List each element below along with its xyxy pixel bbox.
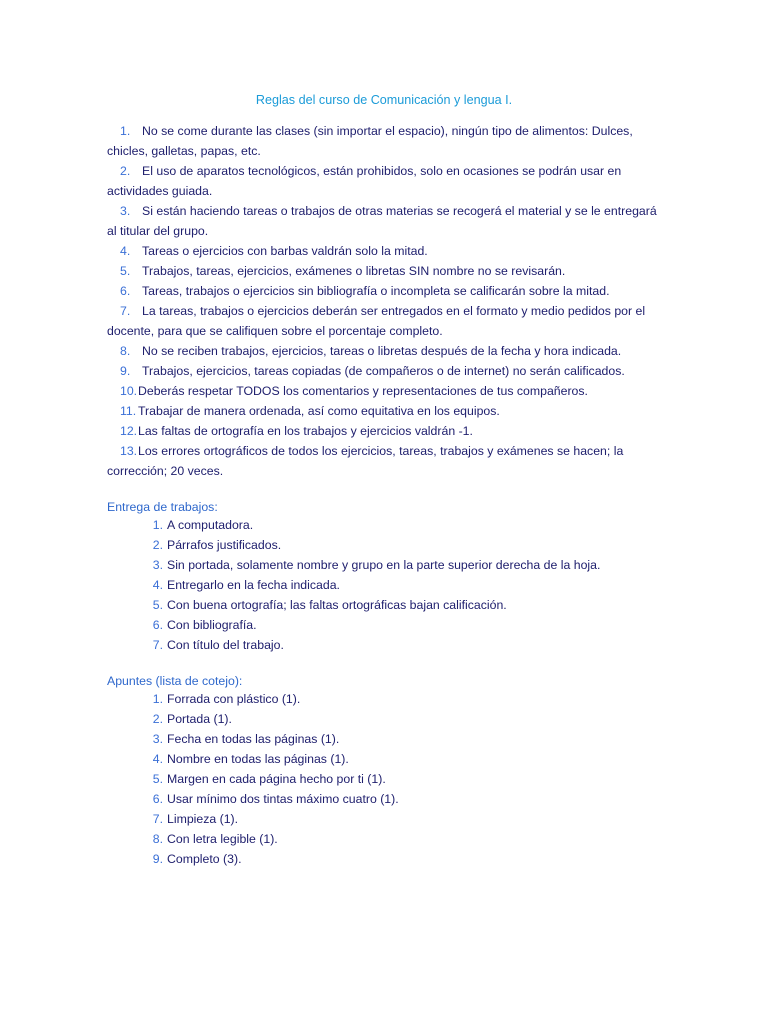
- rule-number: 4.: [120, 244, 131, 258]
- rule-text: Trabajar de manera ordenada, así como equitativa en los equipos.: [138, 404, 500, 418]
- entrega-number: 5.: [152, 598, 163, 612]
- rule-text: Tareas o ejercicios con barbas valdrán solo la mitad.: [142, 244, 428, 258]
- rule-item: [107, 441, 663, 481]
- rule-item: [107, 301, 663, 341]
- apuntes-number: 1.: [152, 692, 163, 706]
- rule-item: [107, 381, 663, 401]
- apuntes-text: Forrada con plástico (1).: [167, 692, 301, 706]
- rule-number: 11.: [120, 404, 137, 418]
- rule-text: La tareas, trabajos o ejercicios deberán ser entregados en el formato y medio pedidos por el docente, para que se califiquen sobre el porcentaje completo.: [107, 304, 646, 338]
- apuntes-number: 8.: [152, 832, 163, 846]
- rule-item: [107, 341, 663, 361]
- entrega-number: 7.: [152, 638, 163, 652]
- apuntes-number: 5.: [152, 772, 163, 786]
- apuntes-text: Nombre en todas las páginas (1).: [167, 752, 349, 766]
- rule-text: Los errores ortográficos de todos los ejercicios, tareas, trabajos y exámenes se hacen; la corrección; 20 veces.: [107, 444, 624, 478]
- entrega-text: Con título del trabajo.: [167, 638, 284, 652]
- apuntes-number: 9.: [152, 852, 163, 866]
- apuntes-number: 7.: [152, 812, 163, 826]
- rule-text: No se come durante las clases (sin importar el espacio), ningún tipo de alimentos: Dulces, chicles, galletas, papas, etc.: [107, 124, 633, 158]
- rule-item: [107, 281, 663, 301]
- rule-number: 5.: [120, 264, 131, 278]
- rule-item: [107, 401, 663, 421]
- entrega-item: [140, 575, 600, 595]
- entrega-text: Entregarlo en la fecha indicada.: [167, 578, 340, 592]
- apuntes-item: [140, 709, 399, 729]
- rule-text: El uso de aparatos tecnológicos, están prohibidos, solo en ocasiones se podrán usar en actividades guiada.: [107, 164, 622, 198]
- entrega-number: 4.: [152, 578, 163, 592]
- apuntes-text: Portada (1).: [167, 712, 232, 726]
- rule-text: Las faltas de ortografía en los trabajos y ejercicios valdrán -1.: [138, 424, 473, 438]
- document-title: Reglas del curso de Comunicación y lengua I.: [255, 93, 513, 107]
- apuntes-text: Usar mínimo dos tintas máximo cuatro (1).: [167, 792, 399, 806]
- apuntes-text: Fecha en todas las páginas (1).: [167, 732, 340, 746]
- apuntes-number: 2.: [152, 712, 163, 726]
- apuntes-text: Completo (3).: [167, 852, 242, 866]
- rule-number: 7.: [120, 304, 131, 318]
- entrega-text: Sin portada, solamente nombre y grupo en la parte superior derecha de la hoja.: [167, 558, 601, 572]
- rule-number: 3.: [120, 204, 131, 218]
- entrega-text: Con bibliografía.: [167, 618, 257, 632]
- apuntes-item: [140, 749, 399, 769]
- entrega-number: 6.: [152, 618, 163, 632]
- rule-number: 13.: [120, 444, 138, 458]
- apuntes-list: [140, 689, 399, 869]
- rule-item: [107, 361, 663, 381]
- apuntes-heading: Apuntes (lista de cotejo):: [107, 674, 243, 688]
- apuntes-item: [140, 829, 399, 849]
- apuntes-item: [140, 789, 399, 809]
- rule-item: [107, 201, 663, 241]
- rules-list: [107, 121, 663, 481]
- rule-number: 6.: [120, 284, 131, 298]
- rule-item: [107, 121, 663, 161]
- entrega-item: [140, 595, 600, 615]
- apuntes-item: [140, 809, 399, 829]
- entrega-item: [140, 635, 600, 655]
- apuntes-number: 3.: [152, 732, 163, 746]
- apuntes-text: Margen en cada página hecho por ti (1).: [167, 772, 386, 786]
- entrega-heading: Entrega de trabajos:: [107, 500, 218, 514]
- entrega-item: [140, 555, 600, 575]
- rule-text: Trabajos, ejercicios, tareas copiadas (de compañeros o de internet) no serán calificados.: [142, 364, 625, 378]
- entrega-number: 3.: [152, 558, 163, 572]
- entrega-list: [140, 515, 600, 655]
- apuntes-item: [140, 849, 399, 869]
- rule-number: 2.: [120, 164, 131, 178]
- apuntes-text: Limpieza (1).: [167, 812, 239, 826]
- rule-text: Si están haciendo tareas o trabajos de otras materias se recogerá el material y se le entregará al titular del grupo.: [107, 204, 657, 238]
- rule-number: 1.: [120, 124, 131, 138]
- rule-item: [107, 261, 663, 281]
- entrega-item: [140, 615, 600, 635]
- rule-text: No se reciben trabajos, ejercicios, tareas o libretas después de la fecha y hora indicada.: [142, 344, 622, 358]
- entrega-item: [140, 515, 600, 535]
- rule-text: Trabajos, tareas, ejercicios, exámenes o libretas SIN nombre no se revisarán.: [142, 264, 566, 278]
- rule-item: [107, 241, 663, 261]
- apuntes-item: [140, 769, 399, 789]
- rule-number: 10.: [120, 384, 138, 398]
- entrega-item: [140, 535, 600, 555]
- apuntes-item: [140, 729, 399, 749]
- entrega-number: 1.: [152, 518, 163, 532]
- rule-item: [107, 161, 663, 201]
- apuntes-number: 4.: [152, 752, 163, 766]
- rule-number: 12.: [120, 424, 138, 438]
- apuntes-number: 6.: [152, 792, 163, 806]
- rule-text: Deberás respetar TODOS los comentarios y representaciones de tus compañeros.: [138, 384, 588, 398]
- apuntes-text: Con letra legible (1).: [167, 832, 278, 846]
- entrega-text: Con buena ortografía; las faltas ortográficas bajan calificación.: [167, 598, 507, 612]
- entrega-text: Párrafos justificados.: [167, 538, 282, 552]
- rule-item: [107, 421, 663, 441]
- rule-text: Tareas, trabajos o ejercicios sin bibliografía o incompleta se calificarán sobre la mitad.: [142, 284, 610, 298]
- rule-number: 8.: [120, 344, 131, 358]
- entrega-text: A computadora.: [167, 518, 254, 532]
- apuntes-item: [140, 689, 399, 709]
- rule-number: 9.: [120, 364, 131, 378]
- entrega-number: 2.: [152, 538, 163, 552]
